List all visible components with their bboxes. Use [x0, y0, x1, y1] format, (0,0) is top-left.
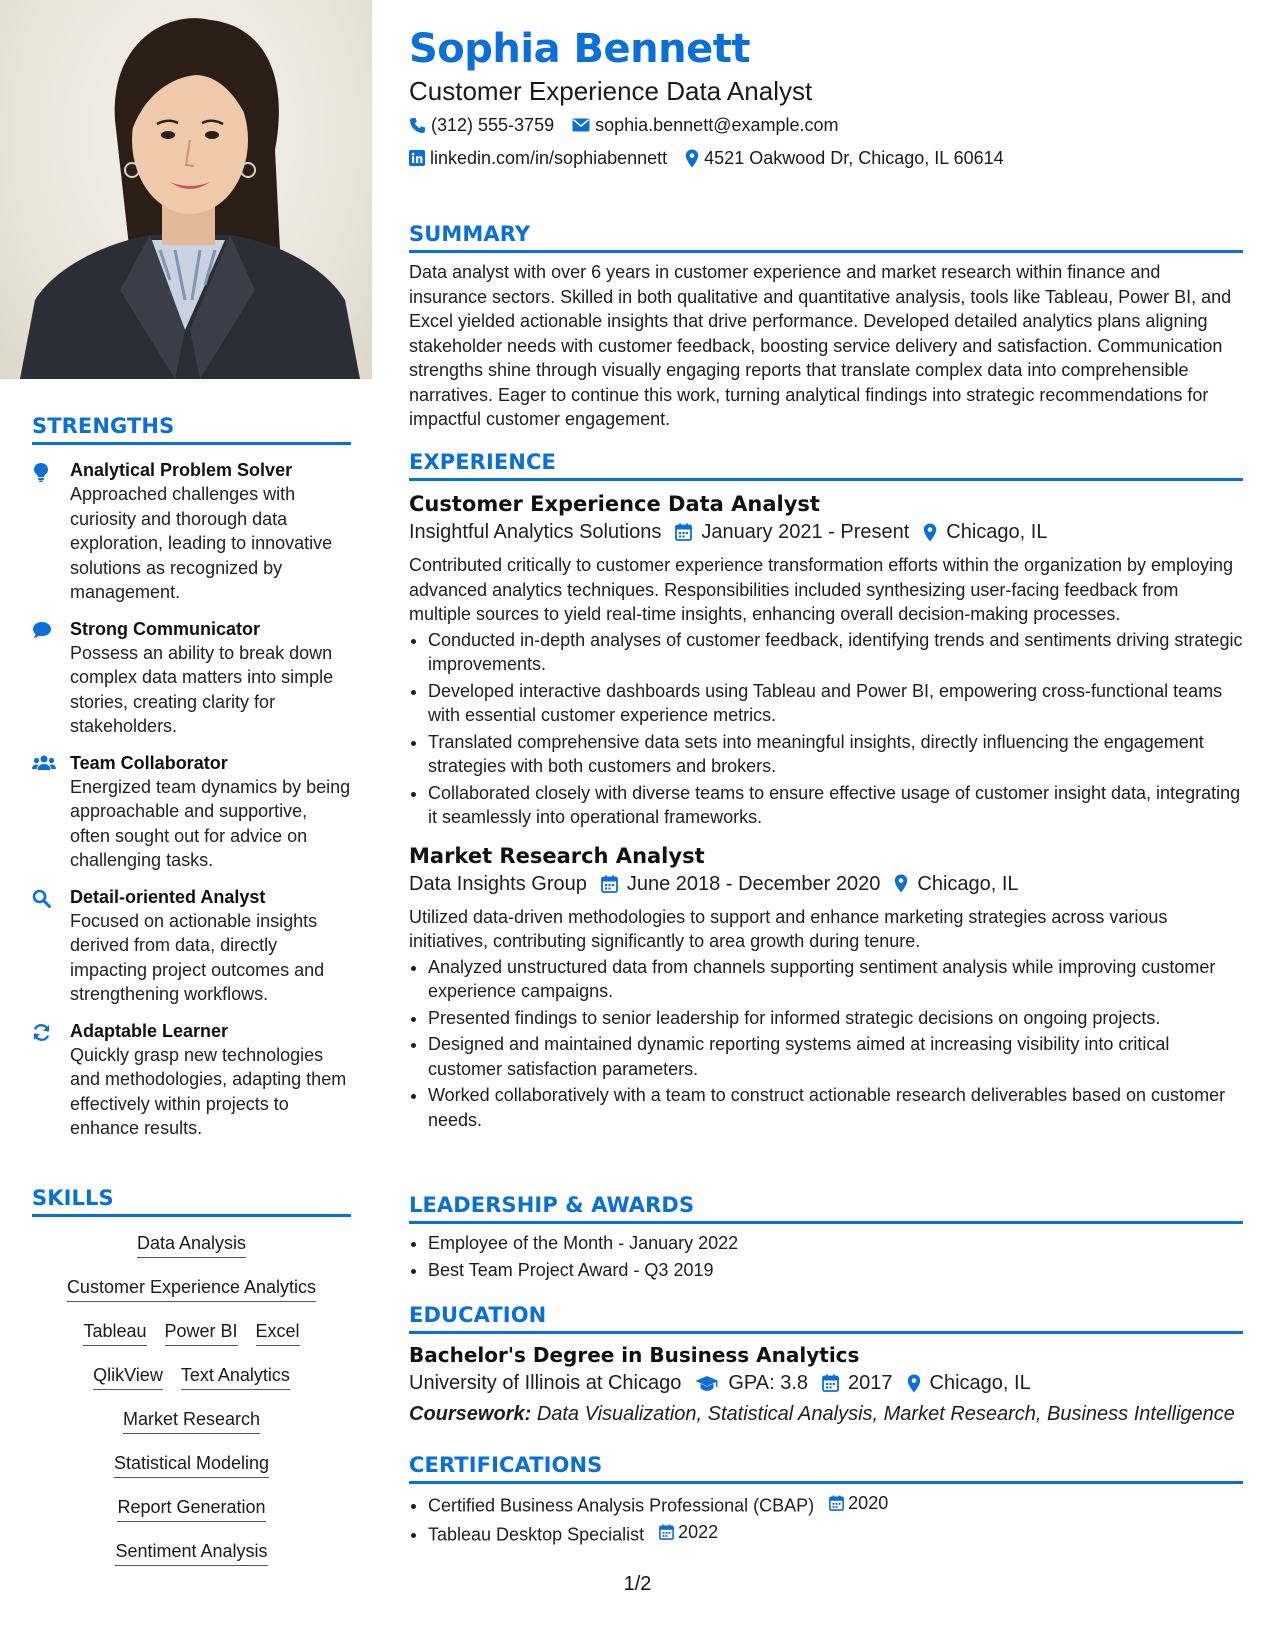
job-company: Insightful Analytics Solutions: [409, 521, 662, 543]
calendar-icon: [822, 1374, 839, 1392]
job-location: Chicago, IL: [917, 872, 1019, 895]
profile-photo: [0, 0, 372, 379]
certification-name: Certified Business Analysis Professional (CBAP): [428, 1495, 815, 1516]
leadership-heading: LEADERSHIP & AWARDS: [409, 1193, 1243, 1224]
linkedin-icon: [409, 150, 425, 166]
list-item: [428, 1491, 1243, 1518]
strength-description: Energized team dynamics by being approachable and supportive, often sought out for advice on challenging tasks.: [70, 776, 351, 870]
strength-title: Detail-oriented Analyst: [70, 886, 266, 907]
job-description: Contributed critically to customer experience transformation efforts within the organization by employing advanced analytics techniques. Responsibilities included synthesizing user-facing feedback from multiple sources to yield real-time insights, enhancing overall decision-making processes.: [409, 555, 1234, 624]
calendar-icon: [829, 1495, 844, 1511]
skill-tag: Tableau: [83, 1319, 146, 1346]
gpa-text: GPA: 3.8: [728, 1372, 809, 1394]
education-section: [409, 1303, 1243, 1428]
address-text: 4521 Oakwood Dr, Chicago, IL 60614: [704, 148, 1004, 168]
map-pin-icon: [923, 523, 937, 542]
address-contact: [685, 146, 1004, 170]
list-item: [428, 1520, 1243, 1547]
phone-contact[interactable]: [409, 113, 554, 137]
awards-list: [409, 1231, 1243, 1282]
magnifier-icon: [32, 886, 70, 1007]
skill-tag: Data Analysis: [137, 1231, 246, 1258]
strength-item: [32, 618, 351, 739]
strength-title: Adaptable Learner: [70, 1020, 229, 1041]
coursework-line: [409, 1400, 1243, 1428]
education-meta: [409, 1369, 1243, 1397]
list-item: • Collaborated closely with diverse teams to ensure effective usage of customer insight data, integrating it seamlessly into operational frameworks.: [428, 781, 1243, 830]
list-item: • Designed and maintained dynamic reporting systems aimed at increasing visibility into critical customer satisfaction parameters.: [428, 1032, 1243, 1081]
skill-tag: Power BI: [165, 1319, 238, 1346]
skill-tag: Text Analytics: [181, 1363, 290, 1390]
summary-section: [409, 222, 1243, 432]
lightbulb-icon: [32, 459, 70, 605]
job-description: Utilized data-driven methodologies to support and enhance marketing strategies across various initiatives, contributing significantly to area growth during tenure.: [409, 906, 1168, 951]
coursework-label: Coursework:: [409, 1403, 532, 1425]
coursework-text: Data Visualization, Statistical Analysis, Market Research, Business Intelligence: [536, 1403, 1235, 1425]
skill-tag: Report Generation: [117, 1495, 265, 1522]
strength-item: [32, 752, 351, 873]
education-heading: EDUCATION: [409, 1303, 1243, 1334]
job-company: Data Insights Group: [409, 872, 587, 895]
school-name: University of Illinois at Chicago: [409, 1372, 682, 1394]
users-icon: [32, 752, 70, 873]
job-meta: [409, 518, 1243, 546]
list-item: • Conducted in-depth analyses of customer feedback, identifying trends and sentiments driving strategic improvements.: [428, 628, 1243, 677]
map-pin-icon: [894, 874, 908, 893]
strength-item: [32, 886, 351, 1007]
job-bullets: [409, 955, 1243, 1133]
candidate-name: Sophia Bennett: [409, 26, 750, 72]
degree-title: Bachelor's Degree in Business Analytics: [409, 1343, 860, 1367]
certification-year: 2022: [678, 1521, 719, 1542]
job-bullets: [409, 628, 1243, 830]
skill-tag: Customer Experience Analytics: [67, 1275, 316, 1302]
skill-tag: Market Research: [123, 1407, 260, 1434]
skill-tag: Excel: [256, 1319, 300, 1346]
job-dates: January 2021 - Present: [701, 521, 910, 543]
list-item: • Employee of the Month - January 2022: [428, 1231, 1243, 1256]
job-title: Market Research Analyst: [409, 843, 705, 868]
certification-name: Tableau Desktop Specialist: [428, 1524, 645, 1544]
strength-description: Focused on actionable insights derived from data, directly impacting project outcomes and strengthening workflows.: [70, 910, 325, 1004]
job-entry: [409, 490, 1243, 830]
education-location: Chicago, IL: [929, 1372, 1031, 1394]
strength-description: Approached challenges with curiosity and thorough data exploration, leading to innovative solutions as recognized by management.: [70, 484, 333, 602]
graduation-cap-icon: [695, 1375, 719, 1392]
certifications-heading: CERTIFICATIONS: [409, 1453, 1243, 1484]
strengths-heading: STRENGTHS: [32, 414, 351, 445]
map-pin-icon: [685, 149, 699, 168]
contact-row: [409, 146, 1022, 170]
strength-title: Strong Communicator: [70, 618, 261, 639]
certifications-list: [409, 1491, 1243, 1547]
page-number: 1/2: [623, 1573, 652, 1595]
calendar-icon: [601, 875, 618, 893]
email-contact[interactable]: [572, 113, 838, 137]
strength-title: Analytical Problem Solver: [70, 460, 293, 480]
phone-text: (312) 555-3759: [431, 115, 555, 135]
skills-heading: SKILLS: [32, 1186, 351, 1217]
refresh-icon: [32, 1020, 70, 1141]
skill-tag: Statistical Modeling: [114, 1451, 269, 1478]
list-item: • Presented findings to senior leadership for informed strategic decisions on ongoing projects.: [428, 1006, 1243, 1031]
list-item: • Worked collaboratively with a team to construct actionable research deliverables based on customer needs.: [428, 1083, 1243, 1132]
certifications-section: [409, 1453, 1243, 1549]
strength-item: [32, 459, 351, 605]
experience-heading: EXPERIENCE: [409, 450, 1243, 481]
chat-bubble-icon: [32, 618, 70, 739]
linkedin-text: linkedin.com/in/sophiabennett: [430, 148, 668, 168]
job-location: Chicago, IL: [946, 521, 1048, 543]
strength-description: Possess an ability to break down complex data matters into simple stories, creating clarity for stakeholders.: [70, 642, 334, 736]
skills-list: [32, 1217, 351, 1566]
graduation-year: 2017: [848, 1372, 893, 1394]
skill-tag: Sentiment Analysis: [115, 1539, 267, 1566]
job-title: Customer Experience Data Analyst: [409, 492, 820, 516]
skills-section: [32, 1186, 351, 1583]
map-pin-icon: [907, 1374, 921, 1393]
summary-heading: SUMMARY: [409, 222, 1243, 253]
job-entry: [409, 842, 1243, 1133]
calendar-icon: [675, 523, 692, 541]
summary-text: Data analyst with over 6 years in customer experience and market research within finance and insurance sectors. Skilled in both qualitative and quantitative analysis, tools like Tableau, Power BI, and Excel yielded actionable insights that drive performance. Developed detailed analytics plans aligning stakeholder needs with customer feedback, boosting service delivery and satisfaction. Communication strengths shine through visually engaging reports that translate complex data into comprehensible narratives. Eager to continue this work, turning analytical findings into strategic recommendations for impactful customer engagement.: [409, 262, 1232, 429]
skill-tag: QlikView: [93, 1363, 163, 1390]
job-meta: [409, 870, 1243, 898]
email-text: sophia.bennett@example.com: [595, 115, 839, 135]
phone-icon: [409, 117, 426, 134]
list-item: • Developed interactive dashboards using Tableau and Power BI, empowering cross-functional teams with essential customer experience metrics.: [428, 679, 1243, 728]
profile-photo-illustration: [0, 0, 372, 379]
calendar-icon: [659, 1524, 674, 1540]
candidate-headline: Customer Experience Data Analyst: [409, 76, 813, 106]
envelope-icon: [572, 118, 590, 132]
strengths-section: [32, 414, 351, 1141]
linkedin-contact[interactable]: [409, 146, 667, 170]
contact-row: [409, 113, 857, 137]
strength-item: [32, 1020, 351, 1141]
leadership-section: [409, 1193, 1243, 1284]
list-item: • Best Team Project Award - Q3 2019: [428, 1258, 1243, 1283]
strength-title: Team Collaborator: [70, 752, 228, 773]
job-dates: June 2018 - December 2020: [626, 872, 881, 895]
list-item: • Analyzed unstructured data from channels supporting sentiment analysis while improving customer experience campaigns.: [428, 955, 1243, 1004]
left-column: [0, 0, 383, 1650]
experience-section: [409, 450, 1243, 1134]
strength-description: Quickly grasp new technologies and methodologies, adapting them effectively within projects to enhance results.: [70, 1044, 347, 1138]
list-item: • Translated comprehensive data sets into meaningful insights, directly influencing the engagement strategies with both customers and brokers.: [428, 730, 1243, 779]
certification-year: 2020: [848, 1493, 889, 1513]
